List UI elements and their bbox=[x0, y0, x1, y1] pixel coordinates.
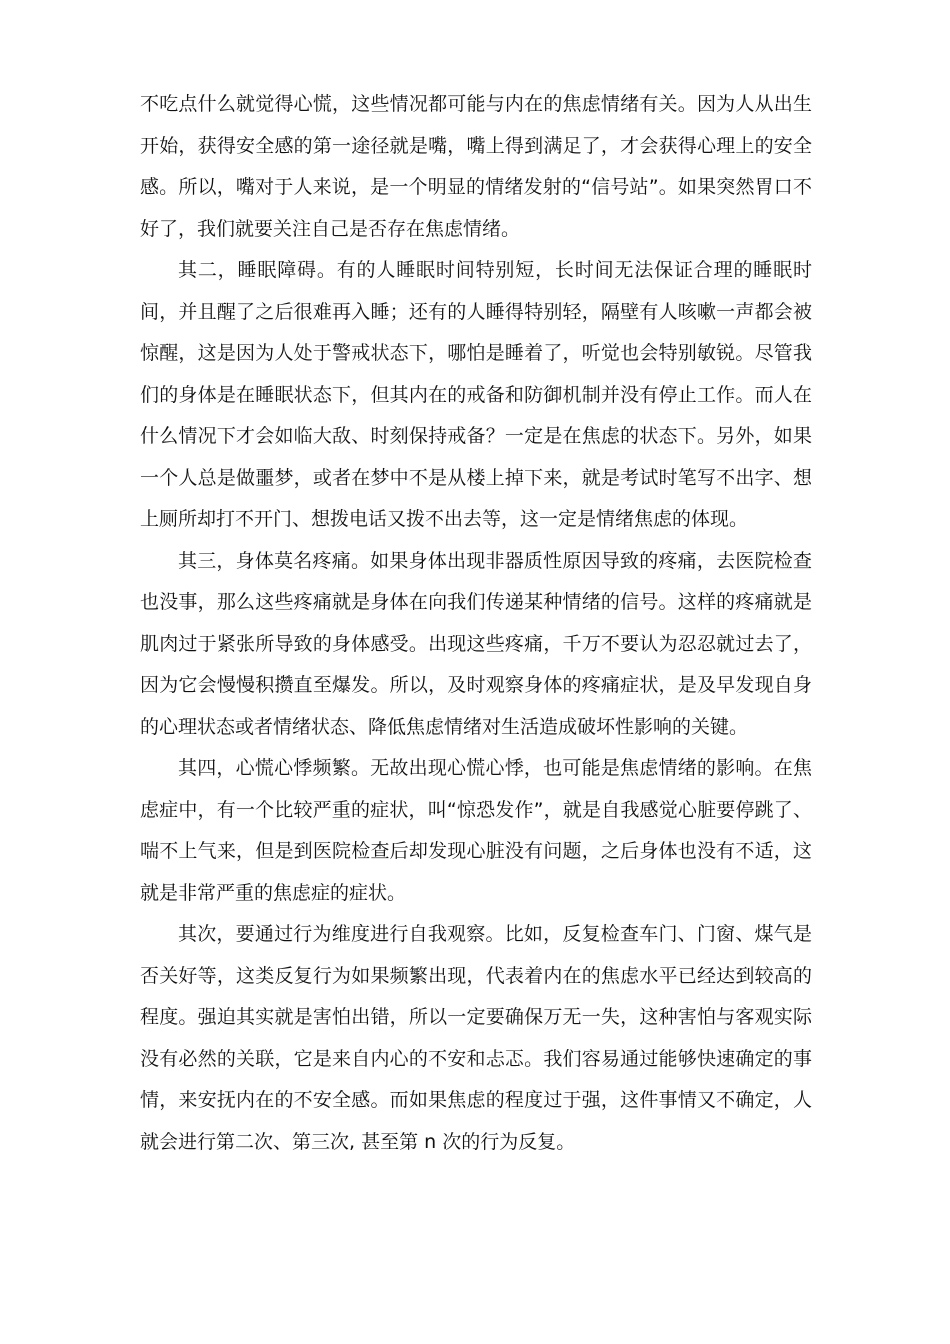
paragraph-3: 其三，身体莫名疼痛。如果身体出现非器质性原因导致的疼痛，去医院检查也没事，那么这些疼痛就是身体在向我们传递某种情绪的信号。这样的疼痛就是肌肉过于紧张所导致的身体感受。出现这些疼痛，千万不要认为忍忍就过去了，因为它会慢慢积攒直至爆发。所以，及时观察身体的疼痛症状，是及早发现自身的心理状态或者情绪状态、降低焦虑情绪对生活造成破坏性影响的关键。 bbox=[140, 549, 812, 738]
paragraph-2: 其二，睡眠障碍。有的人睡眠时间特别短，长时间无法保证合理的睡眠时间，并且醒了之后很难再入睡；还有的人睡得特别轻，隔壁有人咳嗽一声都会被惊醒，这是因为人处于警戒状态下，哪怕是睡着了，听觉也会特别敏锐。尽管我们的身体是在睡眠状态下，但其内在的戒备和防御机制并没有停止工作。而人在什么情况下才会如临大敌、时刻保持戒备？一定是在焦虑的状态下。另外，如果一个人总是做噩梦，或者在梦中不是从楼上掉下来，就是考试时笔写不出字、想上厕所却打不开门、想拨电话又拨不出去等，这一定是情绪焦虑的体现。 bbox=[140, 259, 812, 530]
paragraph-5: 其次，要通过行为维度进行自我观察。比如，反复检查车门、门窗、煤气是否关好等，这类反复行为如果频繁出现，代表着内在的焦虑水平已经达到较高的程度。强迫其实就是害怕出错，所以一定要确保万无一失，这种害怕与客观实际没有必然的关联，它是来自内心的不安和忐忑。我们容易通过能够快速确定的事情，来安抚内在的不安全感。而如果焦虑的程度过于强，这件事情又不确定，人就会进行第二次、第三次, 甚至第 n 次的行为反复。 bbox=[140, 923, 812, 1153]
paragraph-1: 不吃点什么就觉得心慌，这些情况都可能与内在的焦虑情绪有关。因为人从出生开始，获得安全感的第一途径就是嘴，嘴上得到满足了，才会获得心理上的安全感。所以，嘴对于人来说，是一个明显的情绪发射的“信号站”。如果突然胃口不好了，我们就要关注自己是否存在焦虑情绪。 bbox=[140, 93, 812, 240]
document-body bbox=[140, 84, 812, 1163]
paragraph-4: 其四，心慌心悸频繁。无故出现心慌心悸，也可能是焦虑情绪的影响。在焦虑症中，有一个比较严重的症状，叫“惊恐发作”，就是自我感觉心脏要停跳了、喘不上气来，但是到医院检查后却发现心脏没有问题，之后身体也没有不适，这就是非常严重的焦虑症的症状。 bbox=[140, 757, 812, 904]
